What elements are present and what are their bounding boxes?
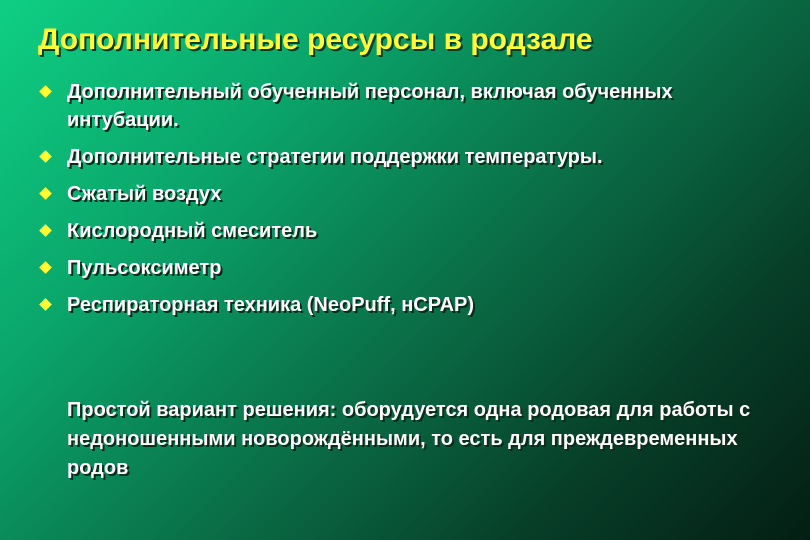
bullet-item — [40, 291, 780, 319]
bullet-item — [40, 254, 780, 282]
bullet-list — [40, 78, 780, 328]
bullet-item — [40, 180, 780, 208]
diamond-bullet-icon — [39, 261, 52, 274]
diamond-bullet-icon — [39, 298, 52, 311]
bullet-text: Пульсоксиметр — [67, 257, 222, 279]
bullet-item — [40, 143, 780, 171]
diamond-bullet-icon — [39, 85, 52, 98]
bullet-text: Респираторная техника (NeoPuff, нCPAP) — [67, 294, 475, 316]
diamond-bullet-icon — [39, 150, 52, 163]
diamond-bullet-icon — [39, 224, 52, 237]
bullet-item — [40, 217, 780, 245]
bullet-text: Дополнительный обученный персонал, включая обученных интубации. — [67, 81, 673, 131]
slide-title: Дополнительные ресурсы в родзале — [38, 23, 593, 56]
bullet-text: Сжатый воздух — [67, 183, 222, 205]
bullet-text: Дополнительные стратегии поддержки температуры. — [67, 146, 603, 168]
bullet-item — [40, 78, 780, 134]
diamond-bullet-icon — [39, 187, 52, 200]
solution-note: Простой вариант решения: оборудуется одна родовая для работы с недоношенными новорождёнными, то есть для преждевременных родов — [67, 399, 751, 479]
bullet-text: Кислородный смеситель — [67, 220, 318, 242]
